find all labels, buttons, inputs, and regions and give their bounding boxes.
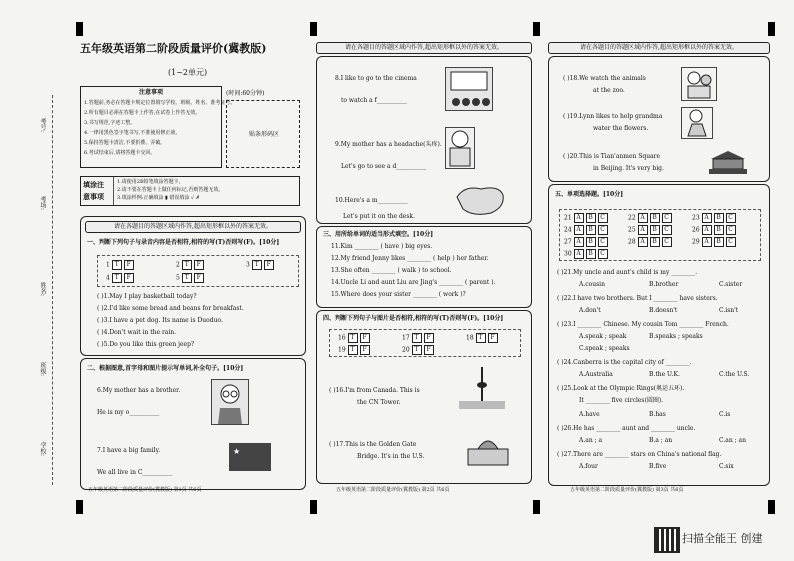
choice[interactable]: A.Australia bbox=[579, 371, 613, 378]
option-C[interactable]: C bbox=[662, 225, 672, 235]
choice[interactable]: A.have bbox=[579, 411, 600, 418]
choice[interactable]: B.a ; an bbox=[649, 437, 673, 444]
tiananmen-picture bbox=[707, 149, 749, 175]
time-label: (时间:60分钟) bbox=[226, 90, 265, 97]
question-item[interactable]: 13.She often ________ ( walk ) to school. bbox=[331, 267, 452, 274]
registration-mark bbox=[768, 22, 775, 36]
question-18-cont: at the zoo. bbox=[593, 87, 625, 94]
question-item: ( )3.I have a pet dog. Its name is Duoduo. bbox=[97, 317, 223, 324]
option-F[interactable]: F bbox=[360, 345, 370, 355]
question-19-cont: water the flowers. bbox=[593, 125, 649, 132]
question-stem: ( )24.Canberra is the capital city of ________. bbox=[557, 359, 692, 366]
option-F[interactable]: F bbox=[360, 333, 370, 343]
page-footer: 五年级英语第二阶段质量评价(冀教版) 第2页 共6页 bbox=[336, 487, 450, 493]
option-C[interactable]: C bbox=[726, 237, 736, 247]
sticker-label: 贴条形码区 bbox=[249, 131, 280, 138]
option-C[interactable]: C bbox=[598, 225, 608, 235]
registration-mark bbox=[76, 22, 83, 36]
tf-grid bbox=[329, 329, 521, 357]
scanner-qr-icon bbox=[654, 527, 680, 553]
item-number: 30 bbox=[564, 250, 572, 258]
answer-grid bbox=[559, 209, 761, 261]
question-16-cont: the CN Tower. bbox=[357, 399, 401, 406]
option-B[interactable]: B bbox=[714, 213, 724, 223]
question-9: 9.My mother has a headache(头疼). bbox=[335, 141, 442, 148]
option-T[interactable]: T bbox=[412, 345, 422, 355]
notice-box bbox=[80, 86, 236, 168]
page-3 bbox=[548, 38, 770, 498]
question-stem: ( )25.Look at the Olympic Rings(奥运五环). bbox=[557, 385, 685, 392]
item-number: 3 bbox=[246, 261, 250, 269]
choice[interactable]: A.cousin bbox=[579, 281, 605, 288]
option-B[interactable]: B bbox=[714, 237, 724, 247]
page-title: 五年级英语第二阶段质量评价(冀教版) bbox=[80, 42, 267, 55]
choice[interactable]: A.speak ; speak bbox=[579, 333, 627, 340]
section-title: 四、判断下列句子与图片是否相符,相符的写(T)否则写(F)。[10分] bbox=[323, 315, 504, 322]
choice[interactable]: B.doesn't bbox=[649, 307, 678, 314]
choice[interactable]: C.an ; an bbox=[719, 437, 747, 444]
option-T[interactable]: T bbox=[412, 333, 422, 343]
side-label-room: 考场: bbox=[39, 196, 46, 211]
option-T[interactable]: T bbox=[348, 345, 358, 355]
question-18: ( )18.We watch the animals bbox=[563, 75, 646, 82]
option-T[interactable]: T bbox=[182, 260, 192, 270]
option-C[interactable]: C bbox=[726, 225, 736, 235]
choice[interactable]: C.speak ; speaks bbox=[579, 345, 630, 352]
question-item: ( )2.I'd like some bread and beans for breakfast. bbox=[97, 305, 244, 312]
option-F[interactable]: F bbox=[194, 260, 204, 270]
doctor-picture bbox=[445, 127, 475, 169]
question-item: ( )1.May I play basketball today? bbox=[97, 293, 197, 300]
scanner-watermark: 扫描全能王 创建 bbox=[682, 532, 763, 545]
option-C[interactable]: C bbox=[598, 249, 608, 259]
choice[interactable]: B.the U.K. bbox=[649, 371, 680, 378]
option-A[interactable]: A bbox=[702, 225, 712, 235]
side-label-school: 学校: bbox=[39, 442, 46, 457]
cinema-picture bbox=[445, 67, 493, 111]
barcode-sticker-area bbox=[226, 100, 300, 168]
option-A[interactable]: A bbox=[574, 213, 584, 223]
fill-label: 意事项 bbox=[83, 192, 104, 201]
question-7: 7.I have a big family. bbox=[97, 447, 161, 454]
question-stem: ( )21.My uncle and aunt's child is my ________. bbox=[557, 269, 698, 276]
option-A[interactable]: A bbox=[638, 213, 648, 223]
section-2 bbox=[80, 358, 306, 490]
option-B[interactable]: B bbox=[650, 225, 660, 235]
notice-line: 5.保持答题卡清洁,不要折叠、弄破。 bbox=[84, 140, 166, 146]
option-T[interactable]: T bbox=[348, 333, 358, 343]
item-number: 26 bbox=[692, 226, 700, 234]
question-stem: ( )22.I have two brothers. But I ________ have sisters. bbox=[557, 295, 718, 302]
item-number: 5 bbox=[176, 274, 180, 282]
option-B[interactable]: B bbox=[586, 213, 596, 223]
unit-label: (1~2单元) bbox=[168, 68, 208, 77]
side-label-class: 班级: bbox=[39, 362, 46, 377]
capitol-picture bbox=[463, 429, 513, 469]
option-B[interactable]: B bbox=[586, 237, 596, 247]
cn-tower-picture bbox=[457, 365, 507, 411]
question-8-blank[interactable]: to watch a f__________ bbox=[341, 97, 407, 104]
option-T[interactable]: T bbox=[112, 273, 122, 283]
answer-area-banner: 请在各题目的答题区域内作答,超出矩形框以外的答案无效。 bbox=[85, 221, 301, 233]
item-number: 17 bbox=[402, 334, 410, 342]
question-9-blank[interactable]: Let's go to see a d__________ bbox=[341, 163, 427, 170]
option-F[interactable]: F bbox=[124, 273, 134, 283]
option-A[interactable]: A bbox=[702, 237, 712, 247]
section-title: 三、用所给单词的适当形式填空。[10分] bbox=[323, 231, 434, 238]
item-number: 16 bbox=[338, 334, 346, 342]
question-item[interactable]: 15.Where does your sister ________ ( work )? bbox=[331, 291, 466, 298]
choice[interactable]: C.the U.S. bbox=[719, 371, 750, 378]
fill-line: 3.填涂样例:正确填涂 ▮ 错误填涂 ✓ ✗ bbox=[117, 195, 200, 201]
option-B[interactable]: B bbox=[586, 225, 596, 235]
page-footer: 五年级英语第二阶段质量评价(冀教版) 第1页 共6页 bbox=[88, 487, 202, 493]
answer-area-banner: 请在各题目的答题区域内作答,超出矩形框以外的答案无效。 bbox=[548, 42, 770, 54]
uncle-picture bbox=[211, 379, 249, 425]
choice[interactable]: C.six bbox=[719, 463, 734, 470]
question-item[interactable]: 12.My friend Jenny likes ________ ( help ) her father. bbox=[331, 255, 489, 262]
option-C[interactable]: C bbox=[662, 213, 672, 223]
option-T[interactable]: T bbox=[476, 333, 486, 343]
option-F[interactable]: F bbox=[424, 333, 434, 343]
option-T[interactable]: T bbox=[112, 260, 122, 270]
fill-line: 2.请不要在答题卡上做任何标记,否则答题无效。 bbox=[117, 187, 224, 193]
option-F[interactable]: F bbox=[424, 345, 434, 355]
item-number: 28 bbox=[628, 238, 636, 246]
question-item: ( )5.Do you like this green jeep? bbox=[97, 341, 195, 348]
option-C[interactable]: C bbox=[598, 213, 608, 223]
option-A[interactable]: A bbox=[574, 249, 584, 259]
registration-mark bbox=[310, 22, 317, 36]
section-3 bbox=[316, 226, 532, 308]
zoo-picture bbox=[681, 67, 717, 101]
question-stem: ( )23.I ________ Chinese. My cousin Tom ________ French. bbox=[557, 321, 729, 328]
option-A[interactable]: A bbox=[574, 237, 584, 247]
section-4 bbox=[316, 310, 532, 484]
side-label-name: 姓名: bbox=[39, 282, 46, 297]
item-number: 2 bbox=[176, 261, 180, 269]
item-number: 29 bbox=[692, 238, 700, 246]
question-17-cont: Bridge. It's in the U.S. bbox=[357, 453, 425, 460]
answer-area-banner: 请在各题目的答题区域内作答,超出矩形框以外的答案无效。 bbox=[316, 42, 532, 54]
option-F[interactable]: F bbox=[488, 333, 498, 343]
choice[interactable]: B.five bbox=[649, 463, 667, 470]
notice-line: 3.书写规范,字迹工整。 bbox=[84, 120, 136, 126]
question-16: ( )16.I'm from Canada. This is bbox=[329, 387, 420, 394]
item-number: 24 bbox=[564, 226, 572, 234]
option-A[interactable]: A bbox=[638, 225, 648, 235]
question-20-cont: in Beijing. It's very big. bbox=[593, 165, 664, 172]
section-5 bbox=[548, 184, 770, 486]
page-2 bbox=[316, 38, 532, 498]
item-number: 23 bbox=[692, 214, 700, 222]
item-number: 21 bbox=[564, 214, 572, 222]
choice[interactable]: C.isn't bbox=[719, 307, 739, 314]
question-10-follow: Let's put it on the desk. bbox=[343, 213, 415, 220]
question-6: 6.My mother has a brother. bbox=[97, 387, 181, 394]
section-title: 一、判断下列句子与录音内容是否相符,相符的写(T)否则写(F)。[10分] bbox=[87, 239, 280, 246]
tf-grid bbox=[97, 255, 299, 287]
option-T[interactable]: T bbox=[252, 260, 262, 270]
item-number: 1 bbox=[106, 261, 110, 269]
svg-text:★: ★ bbox=[233, 447, 241, 456]
side-label-exam-no: 考号: bbox=[39, 118, 46, 133]
question-20: ( )20.This is Tian'anmen Square bbox=[563, 153, 661, 160]
china-flag-picture bbox=[229, 443, 271, 471]
section-1 bbox=[80, 216, 306, 356]
question-7-blank[interactable]: We all live in C__________ bbox=[97, 469, 173, 476]
item-number: 18 bbox=[466, 334, 474, 342]
option-F[interactable]: F bbox=[194, 273, 204, 283]
page-footer: 五年级英语第二阶段质量评价(冀教版) 第3页 共6页 bbox=[570, 487, 684, 493]
option-F[interactable]: F bbox=[124, 260, 134, 270]
question-10[interactable]: 10.Here's a m__________ bbox=[335, 197, 408, 204]
notice-line: 1.答题前,务必在答题卡规定位置填写学校、班级、姓名、准考证号。 bbox=[84, 100, 236, 106]
option-B[interactable]: B bbox=[714, 225, 724, 235]
choice[interactable]: A.four bbox=[579, 463, 598, 470]
section-title: 二、根据图意,首字母和图片提示写单词,补全句子。[10分] bbox=[87, 365, 244, 372]
section-title: 五、单项选择题。[10分] bbox=[555, 191, 624, 198]
question-6-blank[interactable]: He is my o__________ bbox=[97, 409, 160, 416]
option-A[interactable]: A bbox=[574, 225, 584, 235]
question-item: ( )4.Don't wait in the rain. bbox=[97, 329, 177, 336]
item-number: 25 bbox=[628, 226, 636, 234]
item-number: 27 bbox=[564, 238, 572, 246]
registration-mark bbox=[310, 500, 317, 514]
option-T[interactable]: T bbox=[182, 273, 192, 283]
notice-line: 6.考试结束后,请将答题卡交回。 bbox=[84, 150, 156, 156]
option-C[interactable]: C bbox=[598, 237, 608, 247]
choice[interactable]: B.speaks ; speaks bbox=[649, 333, 703, 340]
choice[interactable]: A.an ; a bbox=[579, 437, 603, 444]
page-1 bbox=[68, 38, 308, 498]
item-number: 20 bbox=[402, 346, 410, 354]
fill-label: 填涂注 bbox=[83, 180, 104, 189]
item-number: 19 bbox=[338, 346, 346, 354]
section-2-continued bbox=[316, 56, 532, 224]
option-B[interactable]: B bbox=[650, 213, 660, 223]
choice[interactable]: A.don't bbox=[579, 307, 601, 314]
item-number: 4 bbox=[106, 274, 110, 282]
option-A[interactable]: A bbox=[638, 237, 648, 247]
choice[interactable]: C.is bbox=[719, 411, 731, 418]
question-stem-cont: It ________ five circles(圆圈). bbox=[579, 397, 664, 404]
question-stem: ( )27.There are ________ stars on China's national flag. bbox=[557, 451, 722, 458]
item-number: 22 bbox=[628, 214, 636, 222]
question-8: 8.I like to go to the cinema bbox=[335, 75, 417, 82]
question-item[interactable]: 14.Uncle Li and aunt Liu are Jing's ________ ( parent ). bbox=[331, 279, 496, 286]
option-F[interactable]: F bbox=[264, 260, 274, 270]
registration-mark bbox=[76, 500, 83, 514]
option-B[interactable]: B bbox=[650, 237, 660, 247]
notice-line: 4.一律用黑色签字笔书写,不准使用修正液。 bbox=[84, 130, 181, 136]
question-stem: ( )26.He has ________ aunt and ________ uncle. bbox=[557, 425, 696, 432]
watering-picture bbox=[681, 107, 713, 139]
section-4-continued bbox=[548, 56, 770, 182]
registration-mark bbox=[533, 500, 540, 514]
choice[interactable]: B.brother bbox=[649, 281, 679, 288]
notice-title: 注意事项 bbox=[139, 89, 164, 96]
question-17: ( )17.This is the Golden Gate bbox=[329, 441, 417, 448]
fill-line: 1.请使用2B铅笔填涂答题卡。 bbox=[117, 179, 184, 185]
registration-mark bbox=[533, 22, 540, 36]
choice[interactable]: B.has bbox=[649, 411, 666, 418]
option-A[interactable]: A bbox=[702, 213, 712, 223]
option-C[interactable]: C bbox=[726, 213, 736, 223]
option-B[interactable]: B bbox=[586, 249, 596, 259]
fill-instructions bbox=[80, 176, 300, 206]
option-C[interactable]: C bbox=[662, 237, 672, 247]
registration-mark bbox=[768, 500, 775, 514]
question-19: ( )19.Lynn likes to help grandma bbox=[563, 113, 663, 120]
choice[interactable]: C.sister bbox=[719, 281, 743, 288]
question-item[interactable]: 11.Kim ________ ( have ) big eyes. bbox=[331, 243, 433, 250]
notice-line: 2.所有题目必须在答题卡上作答,在试卷上作答无效。 bbox=[84, 110, 201, 116]
map-picture bbox=[453, 183, 507, 217]
